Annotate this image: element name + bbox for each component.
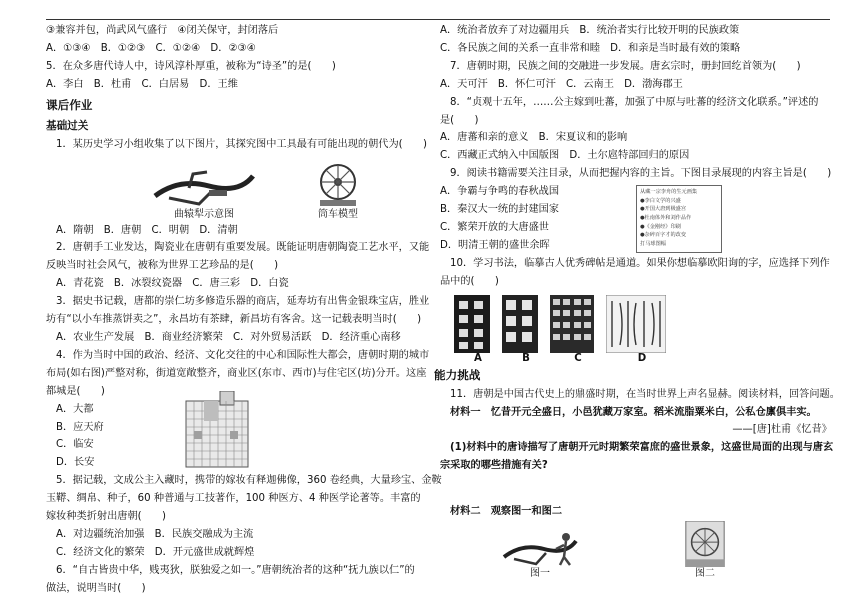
toc-line: ●开国大唐到极盛宫	[640, 206, 687, 213]
text-line: A．隋朝 B．唐朝 C．明朝 D．清朝	[56, 224, 238, 236]
text-line: 7．唐朝时期，民族之间的交融进一步发展。唐玄宗时，册封回纥首领为( )	[450, 60, 801, 72]
sub-question: 宗采取的哪些措施有关?	[440, 460, 548, 472]
right-column	[434, 22, 840, 581]
text-line: 品中的( )	[440, 275, 499, 287]
left-column	[46, 22, 442, 598]
text-line: A．唐蕃和亲的意义 B．宋夏议和的影响	[440, 132, 628, 144]
text-line: A．农业生产发展 B．商业经济繁荣 C．对外贸易活跃 D．经济重心南移	[56, 331, 401, 343]
text-line: 10．学习书法，临摹古人优秀碑帖是通道。如果你想临摹欧阳询的字，应选择下列作	[450, 257, 830, 269]
question-9-options	[440, 183, 832, 255]
text-line: 5．据记载，文成公主入藏时，携带的嫁妆有释迦佛像，360 卷经典，大量珍宝、金鞍	[56, 475, 442, 487]
toc-line: ●杜南体外和刘作品作	[640, 214, 692, 221]
option-label: A	[474, 352, 482, 364]
material-one: 材料一 忆昔开元全盛日，小邑犹藏万家室。稻米流脂粟米白，公私仓廪俱丰实。	[450, 406, 817, 418]
question-1-figures	[46, 154, 426, 222]
text-line: 都城是( )	[46, 385, 105, 397]
figure-caption: 图二	[695, 568, 715, 580]
toc-line: ●李白文学的兴盛	[640, 197, 681, 204]
text-line: 3．据史书记载，唐都的崇仁坊多修造乐器的商店，延寿坊有出售金银珠宝店，胜业	[56, 296, 430, 308]
figure-caption: 筒车模型	[318, 208, 358, 220]
book-table-of-contents	[636, 185, 722, 253]
option-label: B	[522, 352, 530, 364]
option: C．繁荣开放的大唐盛世	[440, 221, 549, 233]
text-line: C．西藏正式纳入中国版图 D．土尔扈特部回归的原因	[440, 150, 690, 162]
option: C．临安	[56, 439, 94, 451]
plough-with-farmer-illustration	[500, 531, 580, 567]
figure-one	[480, 521, 600, 581]
text-line: A．李白 B．杜甫 C．白居易 D．王维	[46, 78, 238, 90]
text-line: C．各民族之间的关系一直非常和睦 D．和亲是当时最有效的策略	[440, 42, 741, 54]
text-line: 嫁妆种类折射出唐朝( )	[46, 511, 167, 523]
text-line: ③兼容并包，尚武风气盛行 ④闭关保守，封闭落后	[46, 25, 279, 36]
calligraphy-labels	[454, 353, 832, 364]
calligraphy-sample-d	[606, 295, 666, 353]
toc-line: 从藏一宗李舟的生元画集	[640, 189, 698, 196]
curved-plough-illustration	[149, 168, 259, 208]
text-line: A．统治者放弃了对边疆用兵 B．统治者实行比较开明的民族政策	[440, 25, 740, 36]
option: D．明清王朝的盛世余晖	[440, 239, 550, 251]
option: A．争霸与争鸣的春秋战国	[440, 186, 560, 198]
sub-question: (1)材料中的唐诗描写了唐朝开元时期繁荣富庶的盛世景象，这盛世局面的出现与唐玄	[450, 442, 834, 454]
option: A．大都	[56, 403, 94, 415]
plough-figure	[134, 154, 274, 222]
text-line: 9．阅读书籍需要关注目录，从而把握内容的主旨。下图目录展现的内容主旨是( )	[450, 168, 832, 180]
option: D．长安	[56, 457, 95, 469]
figure-two	[660, 521, 750, 581]
option: B．秦汉大一统的封建国家	[440, 204, 560, 216]
text-line: 玉鞯、绸帛、种子，60 种普通与工技著作，100 种医方、4 种医学论著等。丰富的	[46, 493, 421, 505]
text-line: A．青花瓷 B．冰裂纹瓷器 C．唐三彩 D．白瓷	[56, 278, 289, 290]
question-4-options	[46, 401, 426, 473]
calligraphy-sample-b	[502, 295, 538, 353]
option: B．应天府	[56, 421, 104, 433]
header-rule	[46, 19, 830, 20]
subsection-title: 基础过关	[46, 119, 89, 132]
text-line: 反映当时社会风气，被称为世界工艺珍品的是( )	[46, 260, 279, 272]
text-line: A．天可汗 B．怀仁可汗 C．云南王 D．渤海郡王	[440, 78, 683, 90]
toc-line: ●杂碎百字才的改变	[640, 232, 687, 239]
waterwheel-illustration	[316, 162, 360, 208]
section-title: 课后作业	[46, 97, 93, 112]
changan-map	[184, 391, 252, 474]
toc-line: ●《金刚经》印刷	[640, 223, 681, 230]
text-line: 6．“自古皆贵中华，贱夷狄，朕独爱之如一。”唐朝统治者的这种“抚九族以仁”的	[56, 564, 415, 576]
text-line: 坊有“以小车推蒸饼卖之”，永昌坊有茶肆，新昌坊有客舍。这一记载表明当时( )	[46, 314, 422, 326]
text-line: A．对边疆统治加强 B．民族交融成为主流	[56, 528, 254, 540]
text-line: 是( )	[440, 114, 479, 126]
waterwheel-figure	[288, 154, 388, 222]
quote-source: ——[唐]杜甫《忆昔》	[732, 424, 832, 436]
calligraphy-sample-c	[550, 295, 594, 353]
text-line: A．①③④ B．①②③ C．①②④ D．②③④	[46, 42, 256, 54]
figure-caption: 曲辕犁示意图	[174, 208, 234, 220]
question-1: 1．某历史学习小组收集了以下图片，其探究图中工具最有可能出现的朝代为( )	[56, 138, 427, 150]
text-line: 做法，说明当时( )	[46, 582, 146, 594]
calligraphy-samples	[454, 295, 832, 353]
city-grid-map	[184, 391, 252, 471]
section-title: 能力挑战	[434, 367, 481, 382]
material-two-figures	[440, 521, 832, 581]
text-line: 11．唐朝是中国古代史上的鼎盛时期，在当时世界上声名显赫。阅读材料，回答问题。	[450, 388, 840, 400]
material-two: 材料二 观察图一和图二	[450, 506, 563, 518]
text-line: 布局(如右图)严整对称，街道宽敞整齐，商业区(东市、西市)与住宅区(坊)分开。这座	[46, 367, 427, 379]
text-line: 2．唐朝手工业发达，陶瓷业在唐朝有重要发展。既能证明唐朝陶瓷工艺水平，又能	[56, 242, 430, 254]
toc-line: 打马球图幅	[640, 240, 666, 247]
calligraphy-sample-a	[454, 295, 490, 353]
text-line: 8．“贞观十五年，……公主嫁到吐蕃，加强了中原与吐蕃的经济文化联系。”评述的	[450, 96, 819, 108]
option-label: C	[574, 352, 582, 364]
text-line: C．经济文化的繁荣 D．开元盛世成就辉煌	[56, 546, 255, 558]
option-label: D	[637, 352, 647, 364]
waterwheel-photo-illustration	[685, 521, 725, 567]
text-line: 4．作为当时中国的政治、经济、文化交往的中心和国际性大都会，唐朝时期的城市	[56, 349, 430, 361]
figure-caption: 图一	[530, 568, 550, 580]
text-line: 5．在众多唐代诗人中，诗风淳朴厚重，被称为“诗圣”的是( )	[46, 60, 336, 72]
